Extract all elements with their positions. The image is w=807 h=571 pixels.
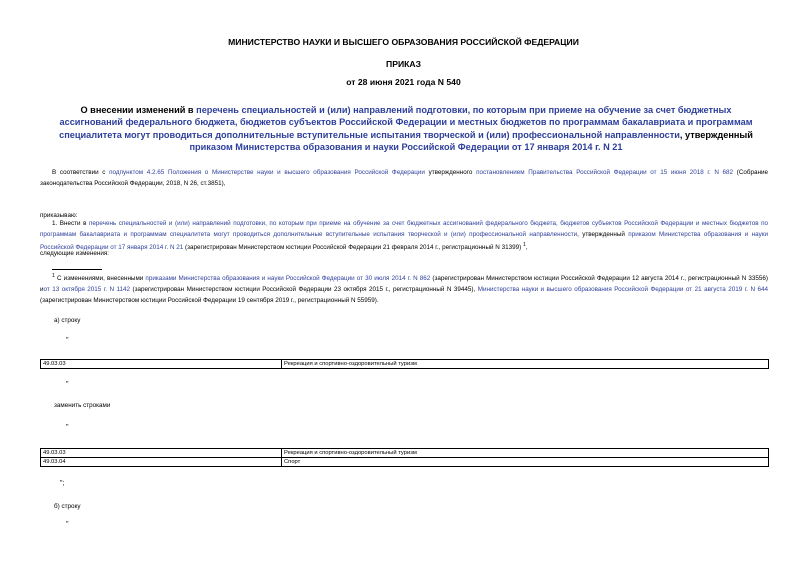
paragraph-basis [40,167,768,189]
table-row [41,360,769,369]
quote-open: " [66,521,69,528]
table-cell-code: 49.03.03 [41,360,282,369]
paragraph-order-word: приказываю: [40,212,78,219]
text: (зарегистрирован Министерством юстиции Российской Федерации 23 октября 2015 г., регистрационный N 39445), [130,286,478,294]
item-b-label: б) строку [54,503,81,510]
link-order-1142[interactable]: от 13 октября 2015 г. N 1142 [43,286,131,294]
link-regulation-subclause[interactable]: подпунктом 4.2.65 Положения о Министерстве науки и высшего образования Российской Федерации [109,169,425,176]
ministry-heading: МИНИСТЕРСТВО НАУКИ И ВЫСШЕГО ОБРАЗОВАНИЯ РОССИЙСКОЙ ФЕДЕРАЦИИ [228,37,579,47]
table-cell-name: Рекреация и спортивно-оздоровительный туризм [282,360,769,369]
text: утвержденного [424,169,477,176]
footnote-separator [52,269,102,270]
table-cell-name: Рекреация и спортивно-оздоровительный туризм [282,449,769,458]
paragraph-item-1 [40,218,768,253]
link-government-decree[interactable]: постановлением Правительства Российской Федерации от 15 июня 2018 г. N 682 [476,169,734,176]
table-cell-code: 49.03.03 [41,449,282,458]
document-title [58,104,754,154]
text: (Собрание законодательства Российской Федерации, 2018, N 26, ст.3851), [40,169,768,187]
footnote [40,271,768,306]
text: С изменениями, внесенными [54,275,146,283]
text: В соответствии с [52,169,110,176]
quote-close: " [66,381,69,388]
link-order-644[interactable]: Министерства науки и высшего образования Российской Федерации от 21 августа 2019 г. N 644 [477,286,768,294]
text: , утвержденный [577,231,629,238]
link-specialties-list[interactable]: перечень специальностей и (или) направлений подготовки, по которым при приеме на обучение за счет бюджетных ассигнований федерального бюджета, бюджетов субъектов Российской Федерации и местных бюджетов по программам бакалавриата и программам специалитета могут проводиться дополнительные вступительные испытания творческой и (или) профессиональной направленности [40,220,769,238]
title-prefix: О внесении изменений в [80,105,197,115]
footnote-mark: 1 [52,273,55,279]
paragraph-changes: следующие изменения: [40,250,110,257]
quote-end: "; [60,480,65,487]
title-link-list[interactable]: перечень специальностей и (или) направлений подготовки, по которым при приеме на обучение за счет бюджетных ассигнований федерального бюджета, бюджетов субъектов Российской Федерации и местных бюджетов по программам бакалавриата и программам специалитета могут проводиться дополнительные вступительные испытания творческой и (или) профессиональной направленности [59,105,753,140]
table-new-rows [40,448,769,467]
date-number-heading: от 28 июня 2021 года N 540 [346,77,461,87]
table-row [41,449,769,458]
link-ministry-order[interactable]: приказом Министерства образования и науки Российской Федерации от 17 января 2014 г. N 21 [40,231,768,252]
text: , [525,244,528,252]
table-row [41,458,769,467]
quote-open: " [66,337,69,344]
title-middle: , утвержденный [679,129,753,140]
table-cell-code: 49.03.04 [41,458,282,467]
title-link-order[interactable]: приказом Министерства образования и науки Российской Федерации от 17 января 2014 г. N 21 [189,142,623,153]
text: (зарегистрирован Министерством юстиции Российской Федерации 21 февраля 2014 г., регистрационный N 31399) [183,244,523,252]
link-order-862[interactable]: приказами Министерства образования и науки Российской Федерации от 30 июля 2014 г. N 862 [145,275,431,283]
replace-label: заменить строками [54,402,111,409]
table-old-row [40,359,769,369]
text: (зарегистрирован Министерством юстиции Российской Федерации 19 сентября 2019 г., регистрационный N 55959). [40,297,379,305]
footnote-ref[interactable]: 1 [522,242,526,248]
quote-open: " [66,424,69,431]
doc-type-heading: ПРИКАЗ [386,59,421,69]
text: 1. Внести в [52,220,89,227]
text: (зарегистрирован Министерством юстиции Российской Федерации 12 августа 2014 г., регистрационный N 33556) и [40,275,768,294]
item-a-label: а) строку [54,317,81,324]
table-cell-name: Спорт [282,458,769,467]
